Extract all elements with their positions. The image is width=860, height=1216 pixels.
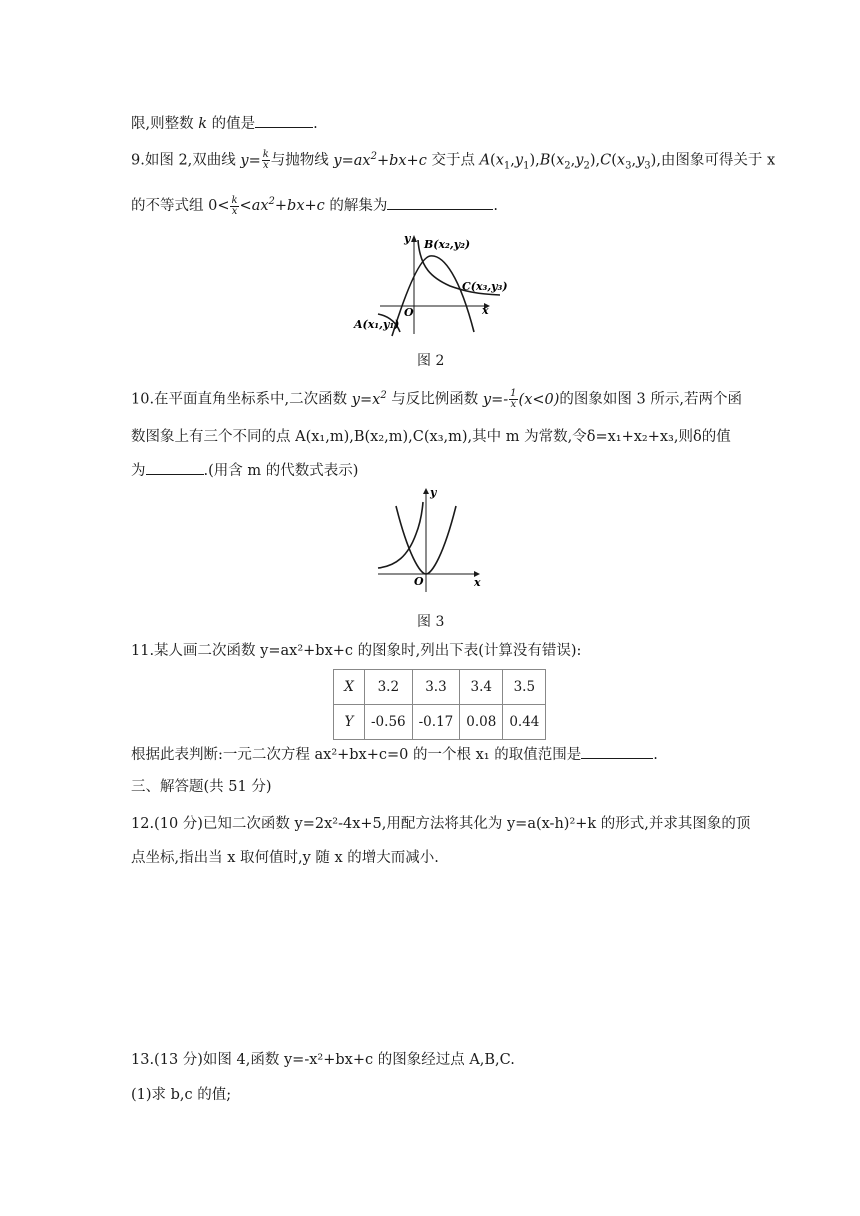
fig2-y-arrow <box>411 235 417 242</box>
q9-line-2: 的不等式组 0< $\frac{k}{x}$ $<ax^2+bx+c$ 的解集为 . <box>131 194 499 217</box>
q9-frac: $\frac{k}{x}$ <box>231 194 238 217</box>
figure-3-caption: 图 3 <box>417 614 445 630</box>
fig3-label-y: y <box>430 486 437 499</box>
q10-answer-blank[interactable] <box>146 460 204 475</box>
q10-inverse: y=- $\frac{1}{x}$ (x<0) <box>482 388 560 410</box>
q9-points: A <box>479 152 491 169</box>
q9-text-c: 交于点 <box>426 152 480 169</box>
table-cell: 3.5 <box>503 670 546 705</box>
q11-line-1: 11.某人画二次函数 y=ax²+bx+c 的图象时,列出下表(计算没有错误): <box>131 643 582 659</box>
figure-2-caption: 图 2 <box>417 353 445 369</box>
fig2-label-x: x <box>482 304 489 317</box>
q10-quadratic: $y=x^2$ <box>351 389 387 408</box>
table-cell: -0.56 <box>365 705 413 740</box>
q9-line-1: 9.如图 2,双曲线 y= $\frac{k}{x}$ 与抛物线 $y=ax^2+bx+c$ 交于点 $A(x_1,y_1),B(x_2,y_2),C(x_3,y_3)$,由图象可得关于 x <box>131 149 776 172</box>
q9-end: . <box>493 198 499 214</box>
table-cell: 3.2 <box>365 670 413 705</box>
q10-text-a: 10.在平面直角坐标系中,二次函数 <box>131 391 352 408</box>
table-cell: 3.3 <box>412 670 460 705</box>
table-cell: 0.08 <box>460 705 503 740</box>
q11-table <box>333 669 546 740</box>
q13-part-1: (1)求 b,c 的值; <box>131 1087 232 1103</box>
fig2-label-o: O <box>404 306 414 319</box>
table-cell-x-label: X <box>334 670 365 705</box>
fig2-label-y: y <box>404 232 411 245</box>
fig3-y-arrow <box>423 488 429 494</box>
q8-var: k <box>198 116 208 132</box>
q10-line-1 <box>131 389 742 410</box>
q10-line-2: 数图象上有三个不同的点 A(x₁,m),B(x₂,m),C(x₃,m),其中 m 为常数,令δ=x₁+x₂+x₃,则δ的值 <box>131 429 731 445</box>
q9-answer-blank[interactable] <box>387 195 493 210</box>
q11-text: 根据此表判断:一元二次方程 ax²+bx+c=0 的一个根 x₁ 的取值范围是 <box>131 747 582 763</box>
figure-2 <box>352 228 512 344</box>
q9-text-e: 的不等式组 0< <box>131 198 230 214</box>
table-row-y <box>334 705 546 740</box>
table-cell: -0.17 <box>412 705 460 740</box>
fig3-label-o: O <box>414 575 424 588</box>
q12-line-1: 12.(10 分)已知二次函数 y=2x²-4x+5,用配方法将其化为 y=a(x-h)²+k 的形式,并求其图象的顶 <box>131 816 751 832</box>
q8-text: 限,则整数 <box>131 116 199 132</box>
q9-text-b: 与抛物线 <box>270 152 334 169</box>
q10-text-c: 的图象如图 3 所示,若两个函 <box>559 391 742 408</box>
q11-end: . <box>653 747 658 763</box>
q8-answer-blank[interactable] <box>255 113 313 128</box>
q11-line-2 <box>131 744 658 765</box>
q8-end: . <box>313 116 318 132</box>
q12-answer-area[interactable] <box>131 880 731 1020</box>
fig2-label-c: C(x₃,y₃) <box>462 280 508 293</box>
q8-text-suffix: 的值是 <box>207 116 256 132</box>
fig3-label-x: x <box>474 576 481 589</box>
q10-text-d: 为 <box>131 463 146 479</box>
q13-line-1: 13.(13 分)如图 4,函数 y=-x²+bx+c 的图象经过点 A,B,C. <box>131 1052 515 1068</box>
q8-tail-line <box>131 113 318 134</box>
q9-text-a: 9.如图 2,双曲线 <box>131 152 241 169</box>
q9-parabola: $y=ax^2+bx+c$ <box>333 150 427 169</box>
fig2-parabola <box>392 256 474 336</box>
q12-line-2: 点坐标,指出当 x 取何值时,y 随 x 的增大而减小. <box>131 850 439 866</box>
fig2-label-b: B(x₂,y₂) <box>424 238 471 251</box>
table-cell-y-label: Y <box>334 705 365 740</box>
q11-answer-blank[interactable] <box>581 744 653 759</box>
q9-text-f: 的解集为 <box>324 198 388 214</box>
fig2-label-a: A(x₁,y₁) <box>354 318 400 331</box>
figure-3 <box>370 484 490 594</box>
table-row-x <box>334 670 546 705</box>
q10-text-b: 与反比例函数 <box>386 391 483 408</box>
q9-text-d: ,由图象可得关于 x <box>656 152 776 169</box>
section-3-heading: 三、解答题(共 51 分) <box>131 779 272 795</box>
q10-text-e: .(用含 m 的代数式表示) <box>203 463 359 479</box>
table-cell: 3.4 <box>460 670 503 705</box>
q9-hyperbola: y= $\frac{k}{x}$ <box>240 149 269 171</box>
q10-line-3 <box>131 460 358 481</box>
fig3-hyperbola <box>378 502 423 568</box>
table-cell: 0.44 <box>503 705 546 740</box>
